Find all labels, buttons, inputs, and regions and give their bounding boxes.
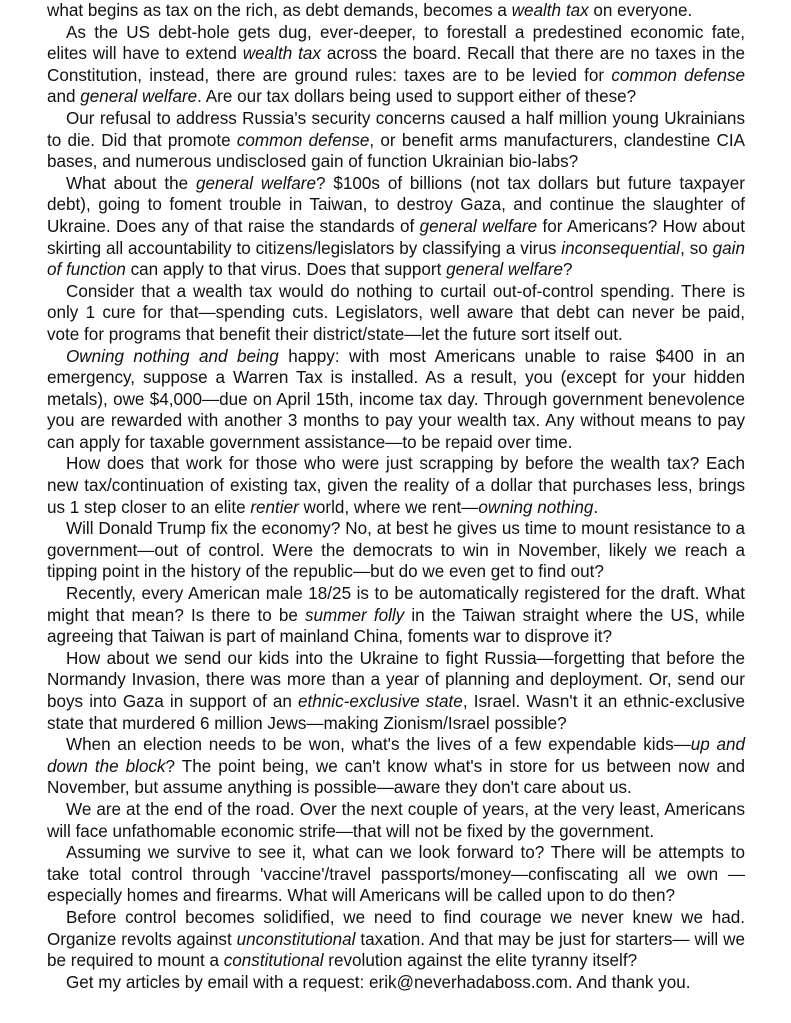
paragraph-text: What about the bbox=[66, 173, 197, 193]
emphasized-text: general welfare bbox=[80, 87, 198, 107]
paragraph-text: Before control becomes solidified, we need to find courage we never knew we had. Organize revolts against bbox=[47, 907, 745, 949]
emphasized-text: general welfare bbox=[419, 216, 538, 236]
paragraph-text: ? The point being, we can't know what's in store for us between now and November, but assume anything is possible—aware they don't care about us. bbox=[47, 756, 745, 798]
paragraph-text: across the board. Recall that there are no taxes in the Constitution, instead, there are ground rules: taxes are to be levied for bbox=[47, 44, 746, 85]
article-paragraph bbox=[47, 648, 745, 734]
emphasized-text: gain of function bbox=[47, 238, 745, 280]
paragraph-text: How about we send our kids into the Ukraine to fight Russia—forgetting that before the Normandy Invasion, there was more than a year of planning and deployment. Or, send our boys into Gaza in support of an bbox=[47, 648, 745, 711]
paragraph-text: When an election needs to be won, what's the lives of a few expendable kids— bbox=[66, 735, 691, 755]
emphasized-text: summer folly bbox=[304, 605, 405, 625]
emphasized-text: wealth tax bbox=[511, 1, 589, 20]
article-paragraph bbox=[47, 583, 745, 648]
article-paragraph bbox=[47, 453, 745, 518]
article-paragraph bbox=[47, 173, 745, 281]
article-paragraph bbox=[47, 346, 745, 454]
article-paragraph bbox=[47, 518, 745, 583]
paragraph-text: ? bbox=[562, 260, 573, 280]
emphasized-text: ethnic-exclusive state bbox=[298, 692, 463, 711]
emphasized-text: common defense bbox=[611, 65, 746, 85]
emphasized-text: Owning nothing and being bbox=[66, 346, 279, 366]
article-paragraph bbox=[47, 734, 745, 799]
paragraph-text: what begins as tax on the rich, as debt demands, becomes a bbox=[47, 1, 512, 20]
paragraph-text: for Americans? How about skirting all accountability to citizens/legislators by classifying a virus bbox=[47, 216, 745, 258]
paragraph-text: taxation. And that may be just for starters— will we be required to mount a bbox=[47, 929, 745, 971]
emphasized-text: inconsequential bbox=[561, 238, 681, 258]
paragraph-text: Consider that a wealth tax would do nothing to curtail out-of-control spending. There is only 1 cure for that—spending cuts. Legislators, well aware that debt can never be paid, vote for programs that benefit their district/state—let the future sort itself out. bbox=[47, 281, 745, 344]
paragraph-text: Will Donald Trump fix the economy? No, at best he gives us time to mount resistance to a government—out of control. Were the democrats to win in November, likely we reach a tipping point in the history of the republic—but do we even get to find out? bbox=[47, 519, 745, 582]
paragraph-text: Recently, every American male 18/25 is to be automatically registered for the draft. What might that mean? Is there to be bbox=[47, 584, 745, 625]
emphasized-text: common defense bbox=[236, 130, 370, 150]
paragraph-text: ? $100s of billions (not tax dollars but future taxpayer debt), going to foment trouble in Taiwan, to destroy Gaza, and continue the slaughter of Ukraine. Does any of that raise the standards of bbox=[47, 173, 745, 236]
article-paragraph bbox=[47, 281, 745, 346]
emphasized-text: general welfare bbox=[196, 173, 317, 193]
article-paragraph bbox=[47, 0, 745, 22]
article-body bbox=[47, 0, 745, 993]
paragraph-text: can apply to that virus. Does that support bbox=[125, 260, 447, 280]
paragraph-text: Our refusal to address Russia's security concerns caused a half million young Ukrainians to die. Did that promote bbox=[47, 108, 745, 150]
paragraph-text: , or benefit arms manufacturers, clandestine CIA bases, and numerous undisclosed gain of function Ukrainian bio-labs? bbox=[47, 130, 746, 172]
emphasized-text: unconstitutional bbox=[236, 929, 356, 949]
emphasized-text: up and down the block bbox=[47, 735, 745, 776]
paragraph-text: happy: with most Americans unable to raise $400 in an emergency, suppose a Warren Tax is installed. As a result, you (except for your hidden metals), owe $4,000—due on April 15th, income tax day. Through government benevolence you are rewarded with another 3 months to pay your wealth tax. Any without means to pay can apply for taxable government assistance—to be repaid over time. bbox=[47, 346, 745, 452]
paragraph-text: in the Taiwan straight where the US, while agreeing that Taiwan is part of mainland China, foments war to disprove it? bbox=[47, 605, 745, 647]
paragraph-text: on everyone. bbox=[588, 1, 693, 20]
article-paragraph bbox=[47, 22, 745, 108]
article-paragraph bbox=[47, 907, 745, 972]
emphasized-text: general welfare bbox=[446, 260, 563, 280]
paragraph-text: , so bbox=[680, 238, 713, 258]
paragraph-text: How does that work for those who were just scrapping by before the wealth tax? Each new tax/continuation of existing tax, given the reality of a dollar that purchases less, brings us 1 step closer to an elite bbox=[47, 454, 745, 517]
paragraph-text: world, where we rent— bbox=[298, 497, 479, 517]
emphasized-text: constitutional bbox=[223, 951, 324, 971]
paragraph-text: revolution against the elite tyranny itself? bbox=[323, 951, 638, 971]
article-paragraph bbox=[47, 842, 745, 907]
paragraph-text: . Are our tax dollars being used to support either of these? bbox=[197, 87, 637, 107]
paragraph-text: and bbox=[47, 87, 81, 107]
article-paragraph bbox=[47, 108, 745, 173]
emphasized-text: owning nothing bbox=[478, 497, 594, 517]
article-paragraph bbox=[47, 972, 745, 994]
paragraph-text: Assuming we survive to see it, what can we look forward to? There will be attempts to take total control through 'vaccine'/travel passports/money—confiscating all we own —especially homes and firearms. What will Americans will be called upon to do then? bbox=[47, 843, 745, 906]
paragraph-text: We are at the end of the road. Over the next couple of years, at the very least, Americans will face unfathomable economic strife—that will not be fixed by the government. bbox=[47, 799, 745, 841]
paragraph-text: Get my articles by email with a request: erik@neverhadaboss.com. And thank you. bbox=[66, 972, 691, 992]
emphasized-text: wealth tax bbox=[242, 44, 321, 64]
emphasized-text: rentier bbox=[250, 497, 299, 517]
paragraph-text: As the US debt-hole gets dug, ever-deeper, to forestall a predestined economic fate, elites will have to extend bbox=[47, 22, 745, 64]
paragraph-text: . bbox=[593, 497, 599, 517]
paragraph-text: , Israel. Wasn't it an ethnic-exclusive state that murdered 6 million Jews—making Zionism/Israel possible? bbox=[47, 692, 745, 733]
article-paragraph bbox=[47, 799, 745, 842]
